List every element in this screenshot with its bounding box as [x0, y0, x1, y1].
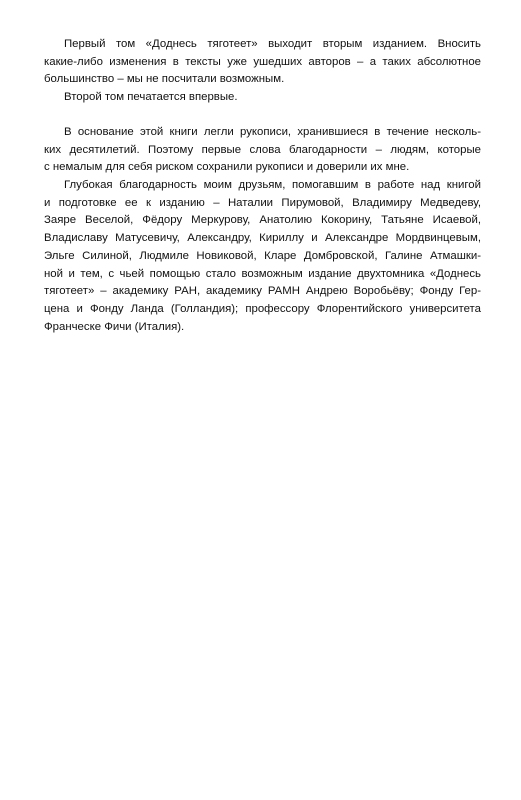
acknowledgements-paragraph-2 [44, 177, 481, 336]
text-line: В основание этой книги легли рукописи, хранившиеся в течение несколь- [64, 126, 481, 138]
text-line: Глубокая благодарность моим друзьям, помогавшим в работе над книгой [64, 179, 481, 192]
text-line: тяготеет» – академику РАН, академику РАМН Андрею Воробьёву; Фонду Гер- [44, 285, 481, 298]
acknowledgements-section [44, 124, 481, 336]
text-line: Эльге Силиной, Людмиле Новиковой, Кларе Домбровской, Галине Атмашки- [44, 249, 481, 262]
text-line: большинство – мы не посчитали возможным. [44, 73, 285, 86]
text-line: Второй том печатается впервые. [64, 91, 238, 104]
text-line: ких десятилетий. Поэтому первые слова благодарности – людям, которые [44, 143, 481, 156]
text-line: с немалым для себя риском сохранили рукописи и доверили их мне. [44, 161, 410, 174]
text-line: и подготовке ее к изданию – Наталии Пирумовой, Владимиру Медведеву, [44, 196, 481, 209]
intro-paragraph-1 [44, 36, 481, 89]
text-line: какие-либо изменения в тексты уже ушедших авторов – а таких абсолютное [44, 55, 481, 68]
intro-paragraph-2 [44, 89, 481, 107]
acknowledgements-paragraph-1 [44, 124, 481, 177]
text-line: Франческе Фичи (Италия). [44, 320, 185, 333]
text-line: ной и тем, с чьей помощью стало возможным издание двухтомника «Доднесь [44, 267, 481, 280]
intro-section [44, 36, 481, 107]
text-line: Владиславу Матусевичу, Александру, Кириллу и Александре Мордвинцевым, [44, 232, 481, 245]
text-line: Заяре Веселой, Фёдору Меркурову, Анатолию Кокорину, Татьяне Исаевой, [44, 214, 481, 227]
text-line: Первый том «Доднесь тяготеет» выходит вторым изданием. Вносить [64, 38, 481, 50]
text-line: цена и Фонду Ланда (Голландия); профессору Флорентийского университета [44, 302, 481, 315]
